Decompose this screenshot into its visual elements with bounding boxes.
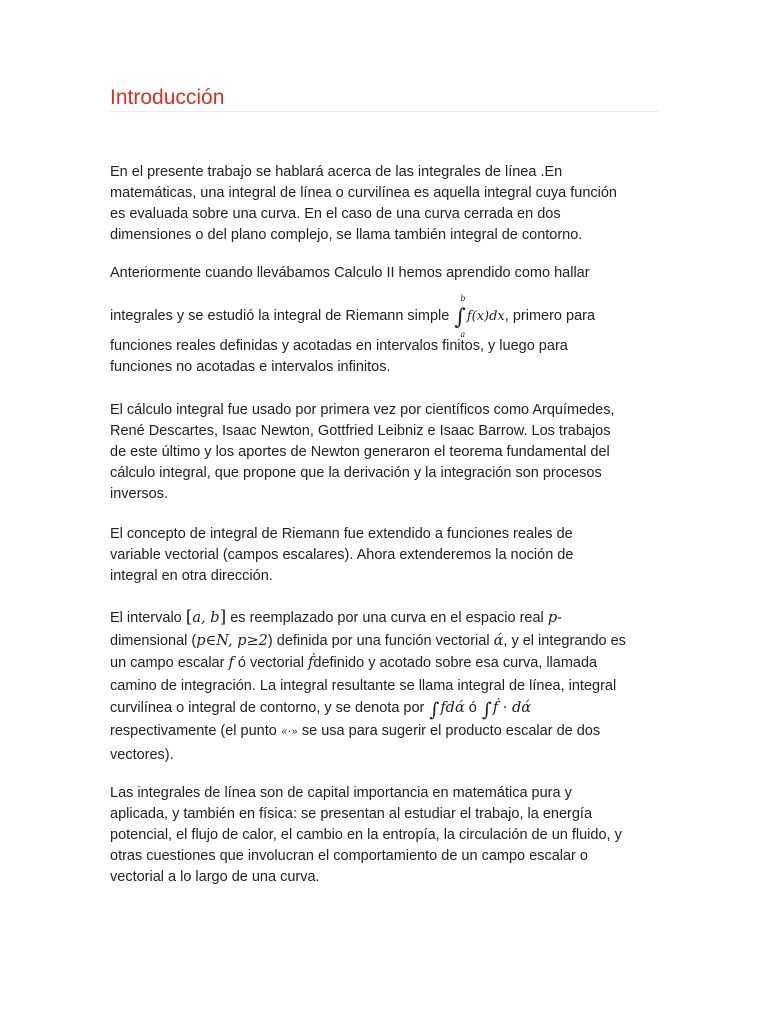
text-line: En el presente trabajo se hablará acerca de las integrales de línea .En [110, 164, 563, 180]
text-line: de este último y los aportes de Newton generaron el teorema fundamental del [110, 444, 610, 460]
text-line: inversos. [110, 486, 169, 502]
text-run: es reemplazado por una curva en el espacio real [230, 610, 544, 626]
text-run: ó vectorial [237, 655, 304, 671]
text-run: curvilínea o integral de contorno, y se denota por [110, 700, 425, 716]
text-line [110, 294, 660, 339]
bracket-close: ] [219, 607, 227, 627]
text-run: ó [468, 700, 477, 716]
text-run: se usa para sugerir el producto escalar de dos [301, 723, 601, 739]
paragraph-history [110, 400, 660, 505]
math-p: p [547, 610, 558, 626]
text-line: El cálculo integral fue usado por primera vez por científicos como Arquímedes, [110, 402, 615, 418]
text-run: dimensional ( [110, 632, 197, 649]
title-divider [110, 111, 658, 112]
integral-expression: f(x)dx [466, 309, 505, 324]
text-line: funciones reales definidas y acotadas en intervalos finitos, y luego para [110, 338, 568, 354]
text-run: integrales y se estudió la integral de Riemann simple [110, 308, 450, 324]
text-run: respectivamente (el punto [110, 723, 277, 739]
text-run: , y el integrando es [503, 632, 626, 649]
math-dot-symbol: «·» [280, 725, 298, 738]
text-line: Anteriormente cuando llevábamos Calculo II hemos aprendido como hallar [110, 265, 590, 281]
text-line: otras cuestiones que involucran el comportamiento de un campo escalar o [110, 848, 588, 864]
text-line [110, 720, 660, 744]
text-line: camino de integración. La integral resultante se llama integral de línea, integral [110, 677, 617, 694]
text-line: El concepto de integral de Riemann fue extendido a funciones reales de [110, 526, 573, 542]
text-line: integral en otra dirección. [110, 568, 273, 584]
text-line [110, 652, 660, 675]
text-line [110, 630, 660, 653]
text-run: , primero para [504, 308, 596, 324]
text-line: René Descartes, Isaac Newton, Gottfried Leibniz e Isaac Barrow. Los trabajos [110, 423, 611, 439]
text-line: matemáticas, una integral de línea o curvilínea es aquella integral cuya función [110, 185, 617, 201]
bracket-open: [ [185, 607, 193, 627]
math-line-integral-scalar: fdά [440, 700, 465, 716]
text-line: es evaluada sobre una curva. En el caso de una curva cerrada en dos [110, 206, 561, 222]
math-interval: a, b [192, 610, 220, 626]
text-line [110, 606, 660, 630]
text-run: definido y acotado sobre esa curva, llamada [313, 655, 598, 671]
paragraph-intro [110, 162, 660, 246]
paragraph-applications [110, 783, 660, 888]
text-run: un campo escalar [110, 655, 225, 671]
text-line: dimensiones o del plano complejo, se llama también integral de contorno. [110, 227, 583, 243]
text-line: cálculo integral, que propone que la derivación y la integración son procesos [110, 465, 602, 481]
math-condition: p∈N, p≥2 [196, 632, 268, 649]
integral-symbol: ∫ [429, 699, 440, 721]
text-line: potencial, el flujo de calor, el cambio en la entropía, la circulación de un fluido, y [110, 827, 622, 843]
text-line: vectores). [110, 746, 174, 763]
math-f: f [228, 655, 234, 671]
text-line: funciones no acotadas e intervalos infinitos. [110, 359, 391, 375]
text-line: vectorial a lo largo de una curva. [110, 869, 320, 885]
paragraph-concept [110, 524, 660, 587]
math-f-vector: ḟ [308, 655, 314, 671]
math-alpha: ά [493, 632, 504, 649]
text-run: El intervalo [110, 610, 182, 626]
text-run: ) definida por una función vectorial [267, 632, 490, 649]
integral-lower-limit: a [460, 330, 466, 339]
text-line: Las integrales de línea son de capital importancia en matemática pura y [110, 785, 572, 801]
paragraph-riemann [110, 263, 660, 378]
paragraph-definition [110, 606, 660, 766]
text-run: - [557, 610, 562, 626]
integral-symbol: ∫ b a [454, 294, 466, 339]
integral-upper-limit: b [460, 294, 466, 303]
text-line: variable vectorial (campos escalares). Ahora extenderemos la noción de [110, 547, 574, 563]
math-line-integral-vector: ḟ · dά [492, 700, 532, 716]
text-line [110, 697, 660, 720]
text-line: aplicada, y también en física: se presentan al estudiar el trabajo, la energía [110, 806, 593, 822]
integral-symbol: ∫ [481, 699, 492, 721]
page-title: Introducción [110, 86, 225, 109]
